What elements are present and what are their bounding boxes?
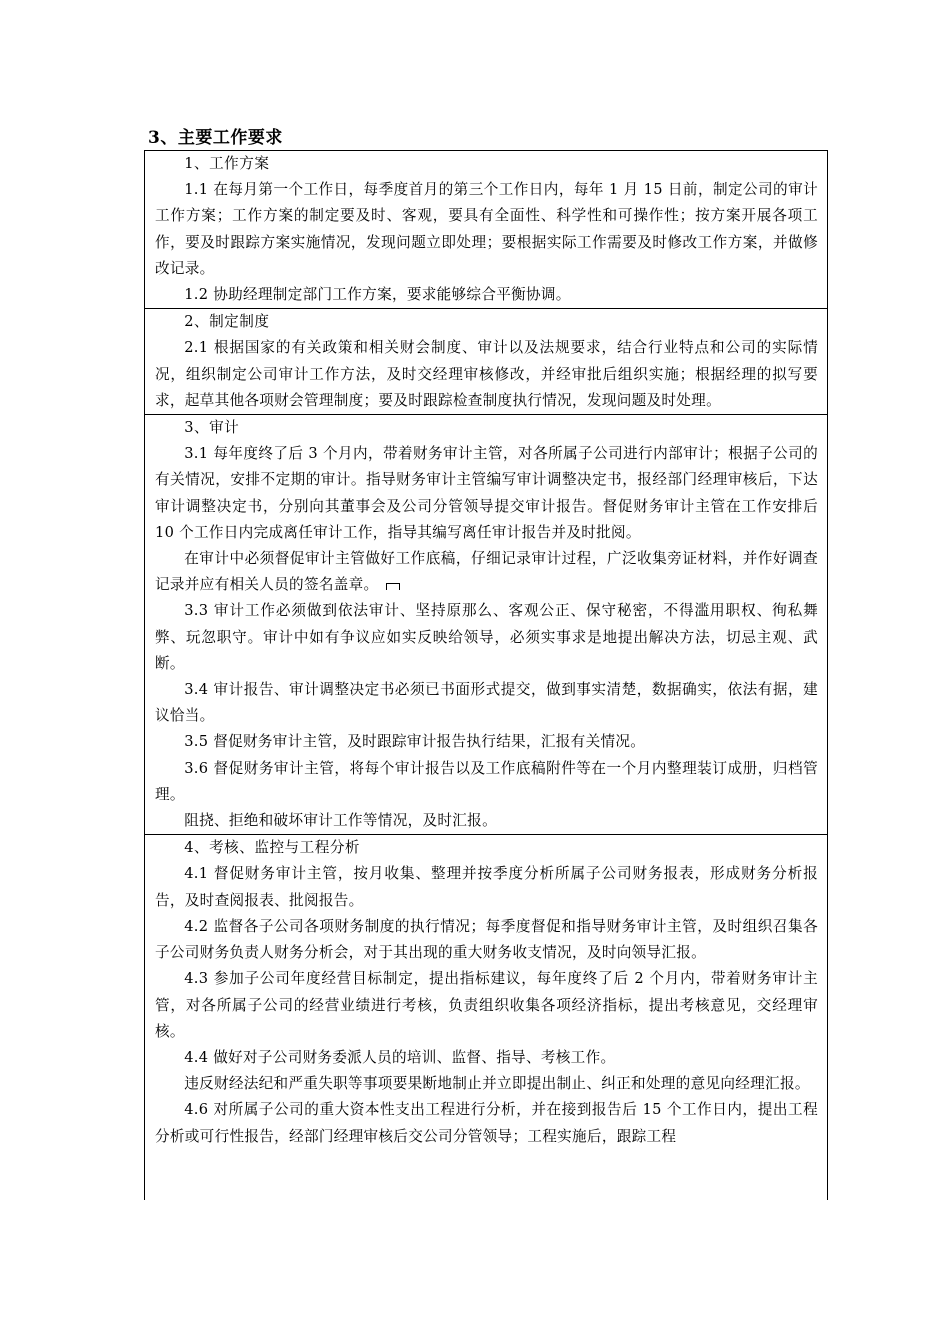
paragraph: 3.5 督促财务审计主管，及时跟踪审计报告执行结果，汇报有关情况。 — [184, 733, 646, 751]
paragraph-with-marker — [155, 546, 818, 598]
anchor-marker-icon — [386, 583, 400, 590]
paragraph: 1.2 协助经理制定部门工作方案，要求能够综合平衡协调。 — [184, 286, 571, 304]
section-work-plan — [145, 151, 827, 309]
paragraph: 3.3 审计工作必须做到依法审计、坚持原那么、客观公正、保守秘密，不得滥用职权、徇私舞弊、玩忽职守。审计中如有争议应如实反映给领导，必须实事求是地提出解决方法，切忌主观、武断。 — [155, 602, 818, 672]
paragraph-text: 在审计中必须督促审计主管做好工作底稿，仔细记录审计过程，广泛收集旁证材料，并作好调查记录并应有相关人员的签名盖章。 — [155, 550, 818, 594]
section-heading: 3、主要工作要求 — [148, 128, 283, 148]
paragraph: 违反财经法纪和严重失职等事项要果断地制止并立即提出制止、纠正和处理的意见向经理汇报。 — [184, 1075, 810, 1093]
paragraph: 4.2 监督各子公司各项财务制度的执行情况；每季度督促和指导财务审计主管，及时组织召集各子公司财务负责人财务分析会，对于其出现的重大财务收支情况，及时向领导汇报。 — [155, 917, 818, 962]
paragraph: 4.1 督促财务审计主管，按月收集、整理并按季度分析所属子公司财务报表，形成财务分析报告，及时查阅报表、批阅报告。 — [155, 865, 818, 909]
paragraph: 阻挠、拒绝和破坏审计工作等情况，及时汇报。 — [184, 812, 497, 830]
paragraph: 4.4 做好对子公司财务委派人员的培训、监督、指导、考核工作。 — [184, 1048, 616, 1066]
section-policy — [145, 309, 827, 415]
section-title: 2、制定制度 — [184, 313, 270, 331]
section-assessment — [145, 835, 827, 1149]
paragraph: 3.6 督促财务审计主管，将每个审计报告以及工作底稿附件等在一个月内整理装订成册，归档管理。 — [155, 759, 818, 803]
paragraph: 3.4 审计报告、审计调整决定书必须已书面形式提交，做到事实清楚，数据确实，依法有据，建议恰当。 — [155, 681, 818, 725]
paragraph: 2.1 根据国家的有关政策和相关财会制度、审计以及法规要求，结合行业特点和公司的实际情况，组织制定公司审计工作方法，及时交经理审核修改，并经审批后组织实施；根据经理的拟写要求，起草其他各项财会管理制度；要及时跟踪检查制度执行情况，发现问题及时处理。 — [155, 339, 818, 409]
paragraph: 4.6 对所属子公司的重大资本性支出工程进行分析，并在接到报告后 15 个工作日内，提出工程分析或可行性报告，经部门经理审核后交公司分管领导；工程实施后，跟踪工程 — [155, 1101, 818, 1145]
section-audit — [145, 415, 827, 835]
section-title: 3、审计 — [184, 419, 240, 437]
section-title: 4、考核、监控与工程分析 — [184, 839, 361, 857]
paragraph: 4.3 参加子公司年度经营目标制定，提出指标建议，每年度终了后 2 个月内，带着财务审计主管，对各所属子公司的经营业绩进行考核，负责组织收集各项经济指标，提出考核意见，交经理审核。 — [155, 970, 818, 1040]
requirements-table — [144, 150, 828, 1200]
section-title: 1、工作方案 — [184, 155, 270, 172]
paragraph: 1.1 在每月第一个工作日，每季度首月的第三个工作日内，每年 1 月 15 日前，制定公司的审计工作方案；工作方案的制定要及时、客观，要具有全面性、科学性和可操作性；按方案开展各项工作，要及时跟踪方案实施情况，发现问题立即处理；要根据实际工作需要及时修改工作方案，并做修改记录。 — [155, 181, 818, 277]
paragraph: 3.1 每年度终了后 3 个月内，带着财务审计主管，对各所属子公司进行内部审计；根据子公司的有关情况，安排不定期的审计。指导财务审计主管编写审计调整决定书，报经部门经理审核后，下达审计调整决定书，分别向其董事会及公司分管领导提交审计报告。督促财务审计主管在工作安排后 10 个工作日内完成离任审计工作，指导其编写离任审计报告并及时批阅。 — [155, 445, 818, 541]
